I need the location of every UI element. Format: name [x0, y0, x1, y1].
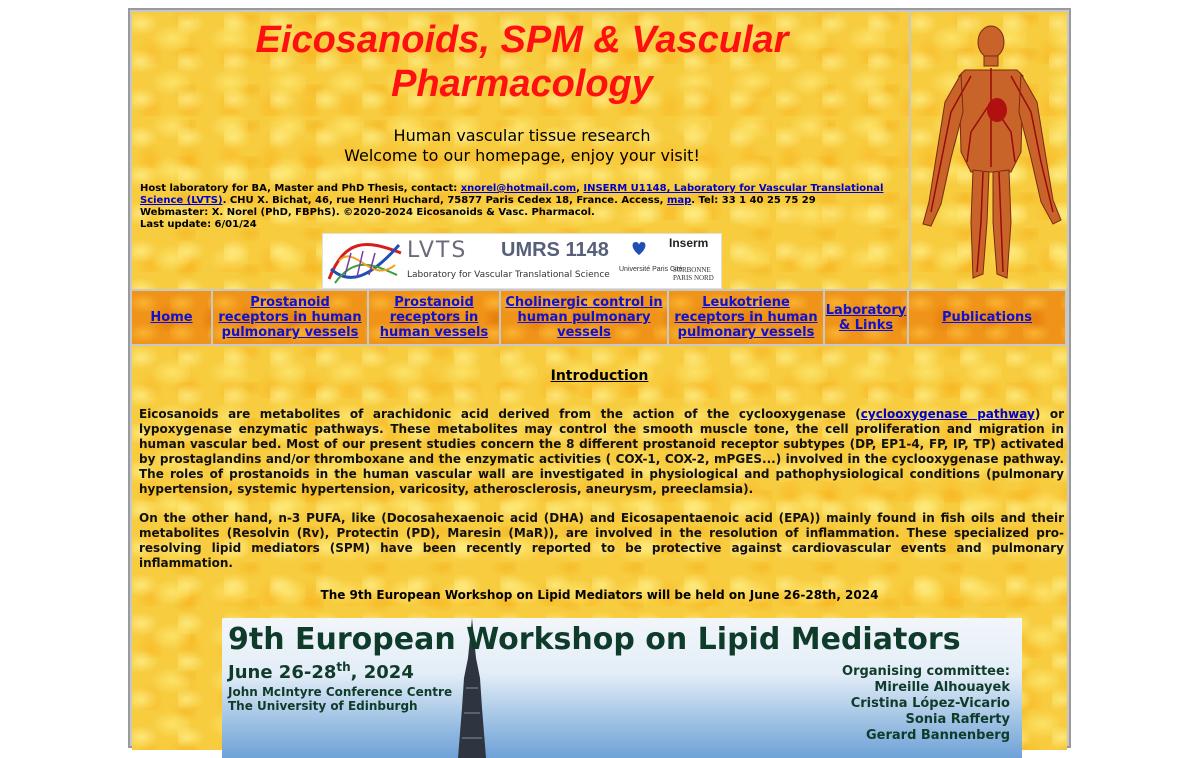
subtitle-line2: Welcome to our homepage, enjoy your visit!	[344, 146, 700, 165]
committee-member: Mireille Alhouayek	[874, 680, 1010, 695]
subtitle-line1: Human vascular tissue research	[393, 126, 651, 145]
nav-cell-home	[132, 291, 211, 344]
p1-text-before: Eicosanoids are metabolites of arachidonic acid derived from the action of the cyclooxygenase (	[139, 407, 861, 421]
banner-date	[228, 660, 414, 683]
intro-paragraph-2: On the other hand, n-3 PUFA, like (Docosahexaenoic acid (DHA) and Eicosapentaenoic acid (EPA)) mainly found in fish oils and their metabolites (Resolvin (Rv), Protectin (PD), Maresin (MaR)), are involved in the resolution of inflammation. These specialized pro-resolving lipid mediators (SPM) have been recently reported to be protective against cardiovascular events and pulmonary inflammation.	[139, 511, 1064, 570]
nav-prostanoid-vessels-link[interactable]: Prostanoid receptors in human vessels	[379, 295, 489, 340]
banner-date-sup: th	[336, 660, 351, 674]
heart-logo-icon	[629, 238, 649, 258]
host-sep: ,	[576, 183, 584, 194]
nav-leukotriene-link[interactable]: Leukotriene receptors in human pulmonary vessels	[674, 295, 818, 340]
banner-date-main: June 26-28	[228, 662, 337, 683]
nav-cell-laboratory	[825, 291, 907, 344]
webmaster-text: Webmaster: X. Norel (PhD, FBPhS). ©2020-2024 Eicosanoids & Vasc. Pharmacol.	[140, 207, 595, 218]
committee-member: Gerard Bannenberg	[865, 728, 1010, 743]
site-title-line1: Eicosanoids, SPM & Vascular	[255, 19, 789, 61]
dna-helix-icon	[325, 235, 405, 289]
contact-email-link[interactable]: xnorel@hotmail.com	[460, 183, 577, 194]
nav-cell-prostanoid-vessels	[369, 291, 499, 344]
committee-member: Sonia Rafferty	[905, 712, 1010, 727]
nav-home-link[interactable]: Home	[150, 310, 193, 325]
p1-text-after: ) or lypoxygenase enzymatic pathways. These metabolites may control the smooth muscle tone, the cell proliferation and migration in human vascular bed. Most of our present studies concern the 8 different prostanoid receptor subtypes (DP, EP1-4, FP, IP, TP) activated by prostaglandins and/or thromboxane and the enzymatic activities ( COX-1, COX-2, mPGES...) involved in the cyclooxygenase pathway. The roles of prostanoids in the human vascular wall are investigated in physiological and pathophysiological conditions (pulmonary hypertension, systemic hypertension, varicosity, atherosclerosis, aneurysm, preeclamsia).	[139, 407, 1064, 496]
logo-umrs-text: UMRS 1148	[501, 239, 609, 261]
nav-cell-cholinergic	[501, 291, 667, 344]
heart-shape	[987, 98, 1007, 122]
nav-laboratory-link[interactable]: Laboratory & Links	[825, 302, 907, 333]
intro-heading: Introduction	[550, 368, 649, 384]
header-cell	[132, 12, 909, 289]
workshop-banner[interactable]	[222, 618, 1022, 758]
banner-venue	[228, 685, 452, 713]
site-title-line2: Pharmacology	[391, 63, 653, 105]
banner-committee	[842, 664, 1010, 744]
intro-paragraph-1	[139, 407, 1064, 497]
site-title	[132, 18, 912, 106]
human-circulation-icon	[911, 12, 1067, 289]
page-frame	[128, 8, 1071, 748]
main-content	[132, 346, 1067, 750]
map-link[interactable]: map	[666, 195, 692, 206]
logo-lab-text: Laboratory for Vascular Translational Science	[407, 270, 610, 280]
host-address: . CHU X. Bichat, 46, rue Henri Huchard, 75877 Paris Cedex 18, France. Access,	[222, 195, 667, 206]
site-subtitle	[132, 126, 912, 166]
committee-member: Cristina López-Vicario	[850, 696, 1010, 711]
nav-cell-leukotriene	[669, 291, 823, 344]
main-nav	[132, 291, 1065, 344]
nav-prostanoid-pulmonary-link[interactable]: Prostanoid receptors in human pulmonary vessels	[218, 295, 362, 340]
body-illustration-cell	[911, 12, 1067, 289]
nav-publications-link[interactable]: Publications	[941, 310, 1033, 325]
nav-cholinergic-link[interactable]: Cholinergic control in human pulmonary vessels	[505, 295, 663, 340]
last-update-text: Last update: 6/01/24	[140, 219, 257, 230]
logo-inserm-text: Inserm	[669, 236, 709, 250]
banner-venue-2: The University of Edinburgh	[228, 699, 418, 713]
host-info	[140, 183, 900, 231]
nav-cell-prostanoid-pulm	[213, 291, 367, 344]
nav-cell-publications	[909, 291, 1065, 344]
lab-link[interactable]: INSERM U1148, Laboratory for Vascular Translational Science (LVTS)	[140, 183, 884, 206]
logo-upc-text: Université Paris Cité	[619, 266, 683, 273]
banner-title: 9th European Workshop on Lipid Mediators	[228, 622, 961, 657]
host-tel: . Tel: 33 1 40 25 75 29	[691, 195, 816, 206]
committee-title: Organising committee:	[842, 664, 1010, 679]
banner-date-year: , 2024	[350, 662, 414, 683]
banner-venue-1: John McIntyre Conference Centre	[228, 685, 453, 699]
host-prefix: Host laboratory for BA, Master and PhD Thesis, contact:	[140, 183, 461, 194]
workshop-notice: The 9th European Workshop on Lipid Mediators will be held on June 26-28th, 2024	[320, 588, 879, 602]
lvts-logo	[322, 233, 722, 289]
logo-spn-text: SORBONNE PARIS NORD	[673, 266, 714, 282]
logo-lvts-text: LVTS	[407, 238, 468, 263]
cyclooxygenase-pathway-link[interactable]: cyclooxygenase pathway	[860, 407, 1035, 421]
